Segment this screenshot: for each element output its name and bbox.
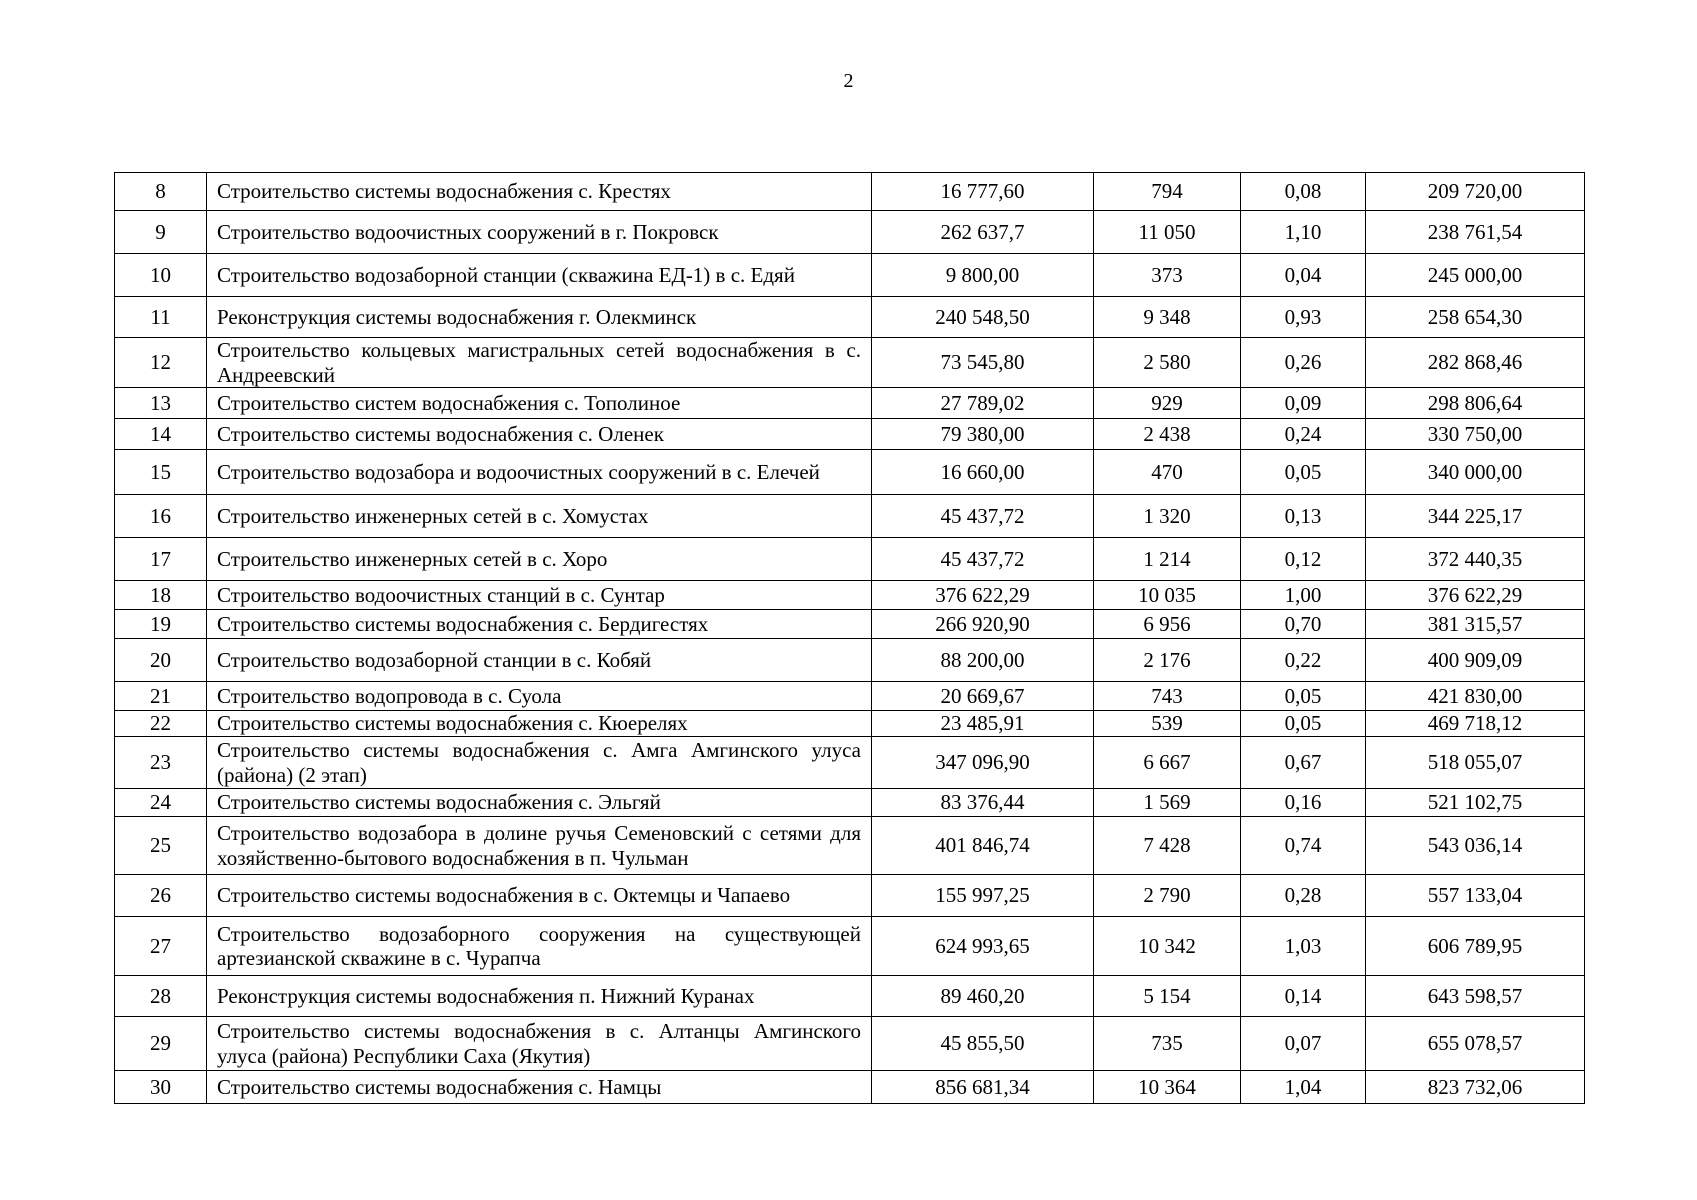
cell-per-unit: 258 654,30 [1366, 297, 1585, 338]
cell-population: 9 348 [1094, 297, 1241, 338]
cell-population: 7 428 [1094, 817, 1241, 875]
cell-cost: 45 437,72 [872, 495, 1094, 538]
cell-cost: 401 846,74 [872, 817, 1094, 875]
cell-population: 539 [1094, 711, 1241, 737]
cell-per-unit: 209 720,00 [1366, 173, 1585, 211]
cell-number: 17 [115, 538, 207, 581]
table-row [115, 419, 1585, 450]
table-row [115, 639, 1585, 682]
table-row [115, 211, 1585, 254]
table-row [115, 610, 1585, 639]
cell-population: 6 667 [1094, 737, 1241, 789]
table-row [115, 1071, 1585, 1104]
cell-cost: 20 669,67 [872, 682, 1094, 711]
cell-project-name: Строительство системы водоснабжения в с. Алтанцы Амгинского улуса (района) Республики Саха (Якутия) [207, 1017, 872, 1071]
cell-per-unit: 238 761,54 [1366, 211, 1585, 254]
cell-per-unit: 340 000,00 [1366, 450, 1585, 495]
cell-number: 28 [115, 976, 207, 1017]
cell-cost: 155 997,25 [872, 875, 1094, 917]
cell-population: 735 [1094, 1017, 1241, 1071]
cell-cost: 266 920,90 [872, 610, 1094, 639]
cell-share: 0,14 [1241, 976, 1366, 1017]
cell-project-name: Строительство инженерных сетей в с. Хоро [207, 538, 872, 581]
cell-project-name: Строительство системы водоснабжения с. Эльгяй [207, 789, 872, 817]
cell-number: 11 [115, 297, 207, 338]
cell-project-name: Строительство системы водоснабжения с. Оленек [207, 419, 872, 450]
cell-number: 29 [115, 1017, 207, 1071]
table-row [115, 682, 1585, 711]
table-row [115, 711, 1585, 737]
table-row [115, 737, 1585, 789]
cell-cost: 240 548,50 [872, 297, 1094, 338]
cell-project-name: Строительство системы водоснабжения с. Намцы [207, 1071, 872, 1104]
cell-number: 25 [115, 817, 207, 875]
cell-population: 2 438 [1094, 419, 1241, 450]
cell-per-unit: 282 868,46 [1366, 338, 1585, 388]
cell-per-unit: 655 078,57 [1366, 1017, 1585, 1071]
table-row [115, 917, 1585, 976]
cell-per-unit: 344 225,17 [1366, 495, 1585, 538]
cell-number: 14 [115, 419, 207, 450]
cell-number: 18 [115, 581, 207, 610]
cell-per-unit: 421 830,00 [1366, 682, 1585, 711]
table-row [115, 450, 1585, 495]
cell-number: 13 [115, 388, 207, 419]
cell-number: 26 [115, 875, 207, 917]
cell-cost: 624 993,65 [872, 917, 1094, 976]
cell-per-unit: 643 598,57 [1366, 976, 1585, 1017]
cell-cost: 45 437,72 [872, 538, 1094, 581]
cell-number: 8 [115, 173, 207, 211]
cell-cost: 88 200,00 [872, 639, 1094, 682]
cell-share: 0,05 [1241, 711, 1366, 737]
cell-number: 20 [115, 639, 207, 682]
cell-population: 10 364 [1094, 1071, 1241, 1104]
table-row [115, 297, 1585, 338]
cell-per-unit: 298 806,64 [1366, 388, 1585, 419]
cell-population: 2 176 [1094, 639, 1241, 682]
cell-project-name: Реконструкция системы водоснабжения п. Нижний Куранах [207, 976, 872, 1017]
cell-project-name: Строительство системы водоснабжения с. Бердигестях [207, 610, 872, 639]
page-number: 2 [843, 70, 854, 92]
cell-cost: 9 800,00 [872, 254, 1094, 297]
cell-share: 0,70 [1241, 610, 1366, 639]
table-row [115, 388, 1585, 419]
cell-per-unit: 469 718,12 [1366, 711, 1585, 737]
cell-share: 0,74 [1241, 817, 1366, 875]
cell-per-unit: 606 789,95 [1366, 917, 1585, 976]
table-row [115, 875, 1585, 917]
cell-population: 794 [1094, 173, 1241, 211]
cell-share: 0,08 [1241, 173, 1366, 211]
cell-project-name: Строительство водопровода в с. Суола [207, 682, 872, 711]
cell-number: 22 [115, 711, 207, 737]
cell-population: 2 580 [1094, 338, 1241, 388]
cell-population: 373 [1094, 254, 1241, 297]
cell-number: 19 [115, 610, 207, 639]
cell-project-name: Строительство кольцевых магистральных сетей водоснабжения в с. Андреевский [207, 338, 872, 388]
cell-project-name: Строительство водозабора и водоочистных сооружений в с. Елечей [207, 450, 872, 495]
cell-per-unit: 400 909,09 [1366, 639, 1585, 682]
cell-per-unit: 245 000,00 [1366, 254, 1585, 297]
cell-share: 0,28 [1241, 875, 1366, 917]
cell-number: 10 [115, 254, 207, 297]
cell-share: 0,16 [1241, 789, 1366, 817]
cell-per-unit: 521 102,75 [1366, 789, 1585, 817]
cell-cost: 376 622,29 [872, 581, 1094, 610]
cell-population: 5 154 [1094, 976, 1241, 1017]
cell-number: 23 [115, 737, 207, 789]
cell-per-unit: 518 055,07 [1366, 737, 1585, 789]
table-row [115, 495, 1585, 538]
table-row [115, 173, 1585, 211]
cell-project-name: Строительство системы водоснабжения с. Кюерелях [207, 711, 872, 737]
cell-share: 1,10 [1241, 211, 1366, 254]
table-row [115, 581, 1585, 610]
cell-share: 0,09 [1241, 388, 1366, 419]
cell-cost: 347 096,90 [872, 737, 1094, 789]
cell-share: 0,13 [1241, 495, 1366, 538]
cell-population: 10 342 [1094, 917, 1241, 976]
table-row [115, 538, 1585, 581]
cell-share: 1,03 [1241, 917, 1366, 976]
table-row [115, 789, 1585, 817]
table-row [115, 338, 1585, 388]
cell-population: 743 [1094, 682, 1241, 711]
table-row [115, 1017, 1585, 1071]
cell-cost: 16 660,00 [872, 450, 1094, 495]
cell-project-name: Строительство водоочистных сооружений в г. Покровск [207, 211, 872, 254]
cell-share: 1,00 [1241, 581, 1366, 610]
cell-population: 6 956 [1094, 610, 1241, 639]
cell-cost: 23 485,91 [872, 711, 1094, 737]
cell-project-name: Строительство системы водоснабжения в с. Октемцы и Чапаево [207, 875, 872, 917]
cell-per-unit: 557 133,04 [1366, 875, 1585, 917]
cell-share: 0,67 [1241, 737, 1366, 789]
cell-share: 0,26 [1241, 338, 1366, 388]
cell-project-name: Строительство водозабора в долине ручья Семеновский с сетями для хозяйственно-бытового водоснабжения в п. Чульман [207, 817, 872, 875]
cell-cost: 79 380,00 [872, 419, 1094, 450]
cell-number: 30 [115, 1071, 207, 1104]
cell-cost: 73 545,80 [872, 338, 1094, 388]
cell-share: 0,07 [1241, 1017, 1366, 1071]
cell-project-name: Строительство инженерных сетей в с. Хомустах [207, 495, 872, 538]
cell-project-name: Реконструкция системы водоснабжения г. Олекминск [207, 297, 872, 338]
cell-population: 2 790 [1094, 875, 1241, 917]
cell-per-unit: 330 750,00 [1366, 419, 1585, 450]
cell-cost: 262 637,7 [872, 211, 1094, 254]
cell-share: 0,93 [1241, 297, 1366, 338]
cell-per-unit: 543 036,14 [1366, 817, 1585, 875]
cell-per-unit: 376 622,29 [1366, 581, 1585, 610]
cell-cost: 856 681,34 [872, 1071, 1094, 1104]
cell-share: 1,04 [1241, 1071, 1366, 1104]
cell-population: 1 214 [1094, 538, 1241, 581]
cell-share: 0,05 [1241, 450, 1366, 495]
projects-table [114, 172, 1585, 1104]
cell-share: 0,22 [1241, 639, 1366, 682]
cell-number: 16 [115, 495, 207, 538]
cell-population: 1 569 [1094, 789, 1241, 817]
cell-population: 929 [1094, 388, 1241, 419]
cell-per-unit: 823 732,06 [1366, 1071, 1585, 1104]
cell-number: 15 [115, 450, 207, 495]
cell-number: 27 [115, 917, 207, 976]
cell-cost: 16 777,60 [872, 173, 1094, 211]
cell-project-name: Строительство водозаборной станции в с. Кобяй [207, 639, 872, 682]
cell-population: 10 035 [1094, 581, 1241, 610]
cell-population: 1 320 [1094, 495, 1241, 538]
cell-population: 11 050 [1094, 211, 1241, 254]
cell-project-name: Строительство водоочистных станций в с. Сунтар [207, 581, 872, 610]
cell-per-unit: 372 440,35 [1366, 538, 1585, 581]
cell-project-name: Строительство водозаборной станции (скважина ЕД-1) в с. Едяй [207, 254, 872, 297]
cell-number: 21 [115, 682, 207, 711]
cell-share: 0,04 [1241, 254, 1366, 297]
table-row [115, 976, 1585, 1017]
cell-project-name: Строительство систем водоснабжения с. Тополиное [207, 388, 872, 419]
cell-number: 24 [115, 789, 207, 817]
cell-share: 0,24 [1241, 419, 1366, 450]
cell-project-name: Строительство системы водоснабжения с. Амга Амгинского улуса (района) (2 этап) [207, 737, 872, 789]
cell-per-unit: 381 315,57 [1366, 610, 1585, 639]
cell-cost: 27 789,02 [872, 388, 1094, 419]
cell-share: 0,05 [1241, 682, 1366, 711]
cell-number: 9 [115, 211, 207, 254]
cell-share: 0,12 [1241, 538, 1366, 581]
table-row [115, 254, 1585, 297]
cell-cost: 45 855,50 [872, 1017, 1094, 1071]
cell-cost: 89 460,20 [872, 976, 1094, 1017]
cell-project-name: Строительство водозаборного сооружения на существующей артезианской скважине в с. Чурапча [207, 917, 872, 976]
cell-cost: 83 376,44 [872, 789, 1094, 817]
cell-number: 12 [115, 338, 207, 388]
table-row [115, 817, 1585, 875]
cell-project-name: Строительство системы водоснабжения с. Крестях [207, 173, 872, 211]
cell-population: 470 [1094, 450, 1241, 495]
